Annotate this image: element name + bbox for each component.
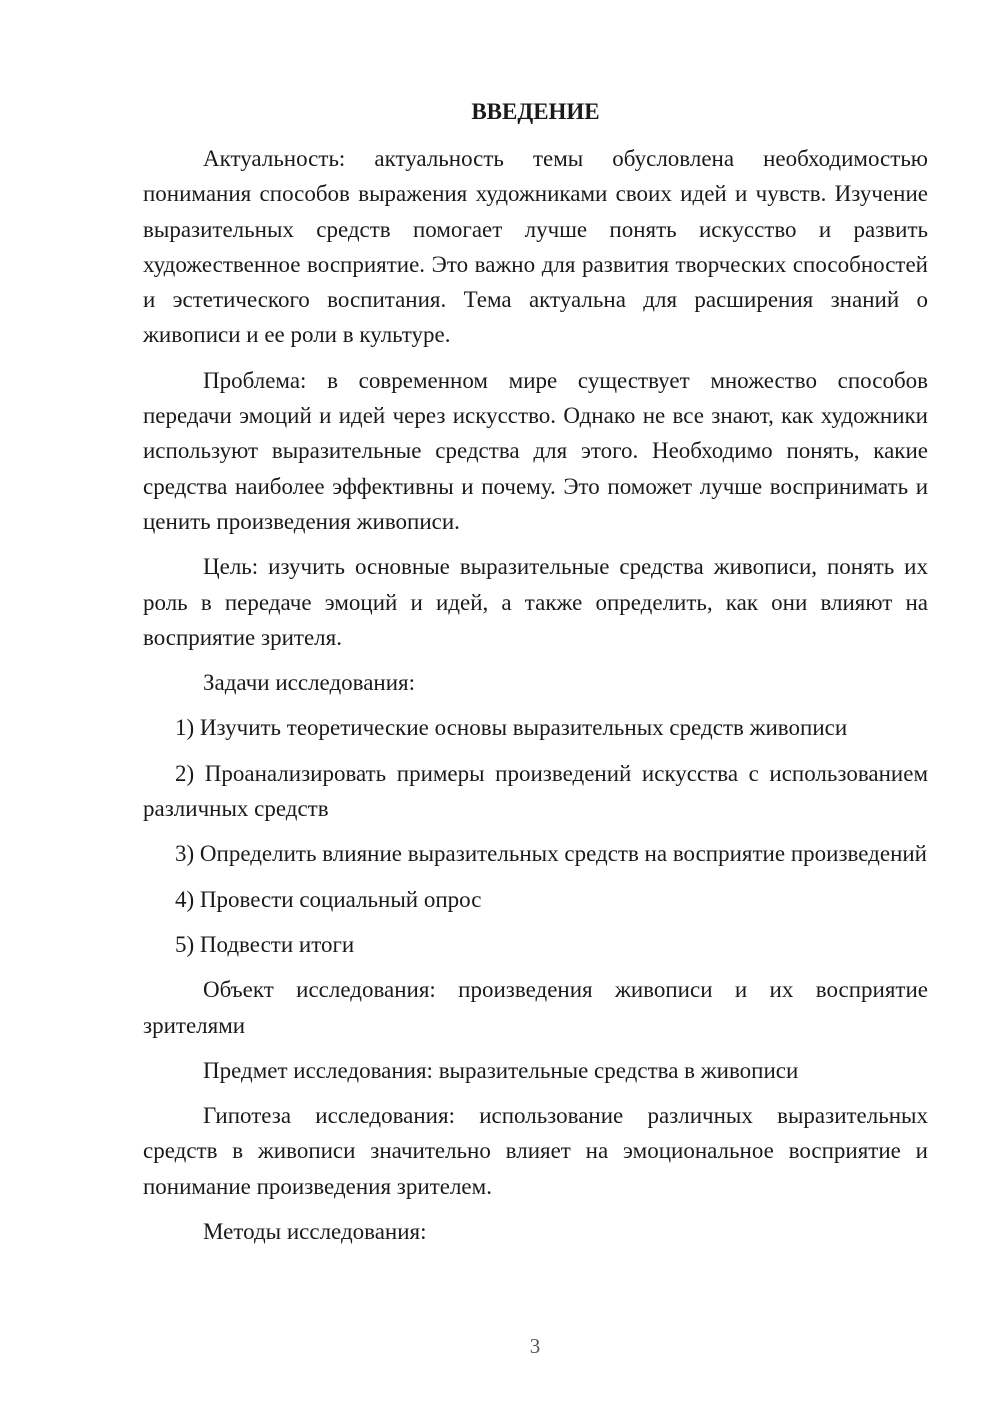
goal-paragraph: Цель: изучить основные выразительные средства живописи, понять их роль в передаче эмоций и идей, а также определить, как они влияют на восприятие зрителя. [143, 554, 928, 650]
task-item-2: 2) Проанализировать примеры произведений искусства с использованием различных средств [143, 760, 928, 822]
tasks-heading: Задачи исследования: [203, 670, 416, 696]
problem-paragraph: Проблема: в современном мире существует множество способов передачи эмоций и идей через искусство. Однако не все знают, как художники используют выразительные средства для этого. Необходимо понять, какие средства наиболее эффективны и почему. Это поможет лучше воспринимать и ценить произведения живописи. [143, 367, 928, 534]
task-item-3: 3) Определить влияние выразительных средств на восприятие произведений [175, 841, 927, 867]
subject-paragraph: Предмет исследования: выразительные средства в живописи [203, 1057, 799, 1083]
page-number: 3 [529, 1334, 541, 1358]
hypothesis-paragraph: Гипотеза исследования: использование различных выразительных средств в живописи значительно влияет на эмоциональное восприятие и понимание произведения зрителем. [143, 1103, 928, 1199]
page-content [143, 94, 928, 1249]
section-title: ВВЕДЕНИЕ [471, 99, 600, 124]
relevance-paragraph: Актуальность: актуальность темы обусловлена необходимостью понимания способов выражения художниками своих идей и чувств. Изучение выразительных средств помогает лучше понять искусство и развить художественное восприятие. Это важно для развития творческих способностей и эстетического воспитания. Тема актуальна для расширения знаний о живописи и ее роли в культуре. [143, 146, 928, 348]
task-item-5: 5) Подвести итоги [175, 931, 355, 957]
task-item-1: 1) Изучить теоретические основы выразительных средств живописи [175, 715, 848, 741]
task-item-4: 4) Провести социальный опрос [175, 886, 482, 912]
object-paragraph: Объект исследования: произведения живописи и их восприятие зрителями [143, 977, 928, 1038]
methods-heading: Методы исследования: [203, 1219, 427, 1245]
